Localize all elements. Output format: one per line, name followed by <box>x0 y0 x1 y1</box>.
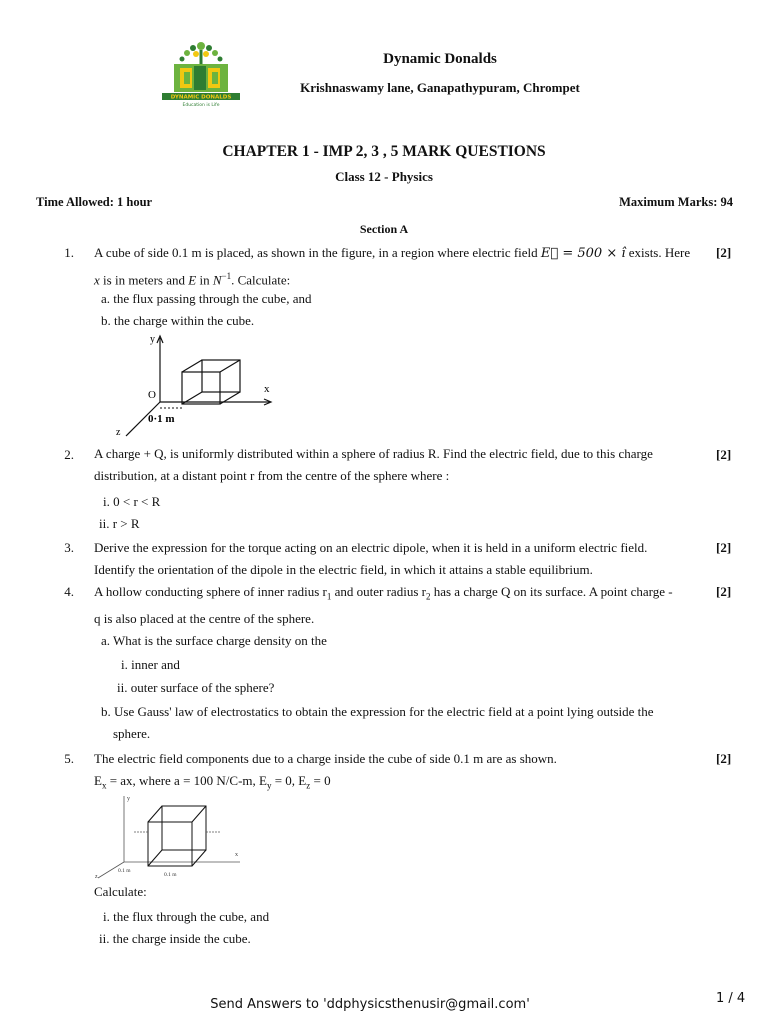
question-1-text <box>94 242 706 291</box>
question-part: i. the flux through the cube, and <box>103 909 270 924</box>
question-number: 2. <box>64 447 74 462</box>
school-address: Krishnaswamy lane, Ganapathypuram, Chrompet <box>300 80 580 95</box>
question-marks: [2] <box>716 540 732 555</box>
svg-text:0.1 m: 0.1 m <box>164 872 177 878</box>
question-marks: [2] <box>716 751 732 766</box>
logo-brand-text: DYNAMIC DONALDS <box>170 94 232 101</box>
question-part: i. 0 < r < R <box>103 494 161 509</box>
question-number: 3. <box>64 540 74 555</box>
question-4-text <box>94 581 706 630</box>
calculate-label: Calculate: <box>94 884 147 899</box>
question-line: x is in meters and E in $N^{-1}$. Calculate: <box>94 271 291 288</box>
question-3-text <box>94 537 706 581</box>
school-logo <box>160 38 242 108</box>
question-part: ii. r > R <box>99 516 140 531</box>
field-components: $E_x$ = ax, where a = 100 N/C-m, $E_y = 0$, $E_z = 0$ <box>94 773 331 791</box>
question-line: Derive the expression for the torque acting on an electric dipole, when it is held in a uniform electric field. <box>94 540 648 555</box>
question-marks: [2] <box>716 584 732 599</box>
svg-text:z: z <box>116 427 121 438</box>
logo-tagline: Education is Life <box>182 103 220 108</box>
school-name: Dynamic Donalds <box>383 51 497 67</box>
tree-icon <box>180 42 223 64</box>
question-line: A cube of side 0.1 m is placed, as shown in the figure, in a region where electric field E⃗ = 500 × î exists. Here <box>94 245 691 261</box>
question-part: a. the flux passing through the cube, and <box>101 291 312 306</box>
question-number: 5. <box>64 751 74 766</box>
question-number: 4. <box>64 584 74 599</box>
question-line: A charge + Q, is uniformly distributed within a sphere of radius R. Find the electric field, due to this charge <box>94 446 653 461</box>
class-subject: Class 12 - Physics <box>335 169 433 184</box>
question-part: sphere. <box>113 726 151 741</box>
question-part: b. the charge within the cube. <box>101 313 255 328</box>
chapter-title: CHAPTER 1 - IMP 2, 3 , 5 MARK QUESTIONS <box>222 143 546 160</box>
question-subpart: i. inner and <box>121 657 180 672</box>
section-heading: Section A <box>359 222 409 236</box>
send-answers-text: Send Answers to 'ddphysicsthenusir@gmail.com' <box>210 997 530 1012</box>
svg-text:x: x <box>235 852 238 858</box>
question-number: 1. <box>64 245 74 260</box>
page-number: 1 / 4 <box>716 991 746 1006</box>
question-marks: [2] <box>716 245 732 260</box>
question-line: q is also placed at the centre of the sphere. <box>94 610 315 626</box>
math-expression: E⃗ = 500 × î <box>540 246 626 261</box>
maximum-marks: Maximum Marks: 94 <box>619 195 733 209</box>
question-part: b. Use Gauss' law of electrostatics to obtain the expression for the electric field at a point lying outside the <box>101 704 654 719</box>
question-line: Identify the orientation of the dipole in the electric field, in which it attains a stable equilibrium. <box>94 562 593 577</box>
question-line: distribution, at a distant point r from the centre of the sphere where : <box>94 468 450 483</box>
svg-text:y: y <box>127 796 130 802</box>
question-subpart: ii. outer surface of the sphere? <box>117 680 275 695</box>
svg-text:y: y <box>150 334 155 345</box>
question-5-text: The electric field components due to a charge inside the cube of side 0.1 m are as shown. <box>94 751 557 766</box>
svg-text:0.1 m: 0.1 m <box>118 868 131 874</box>
cube-figure-2 <box>94 792 244 880</box>
svg-text:z: z <box>95 874 98 880</box>
question-line: A hollow conducting sphere of inner radius $r_1$ and outer radius $r_2$ has a charge Q on its surface. A point charge - <box>94 584 673 602</box>
question-2-text <box>94 443 706 487</box>
question-part: ii. the charge inside the cube. <box>99 931 251 946</box>
cube-figure-1 <box>112 330 282 440</box>
question-part: a. What is the surface charge density on the <box>101 633 327 648</box>
question-marks: [2] <box>716 447 732 462</box>
svg-text:O: O <box>148 389 156 401</box>
svg-text:0·1 m: 0·1 m <box>148 413 175 425</box>
time-allowed: Time Allowed: 1 hour <box>36 195 153 209</box>
svg-text:x: x <box>264 383 270 395</box>
